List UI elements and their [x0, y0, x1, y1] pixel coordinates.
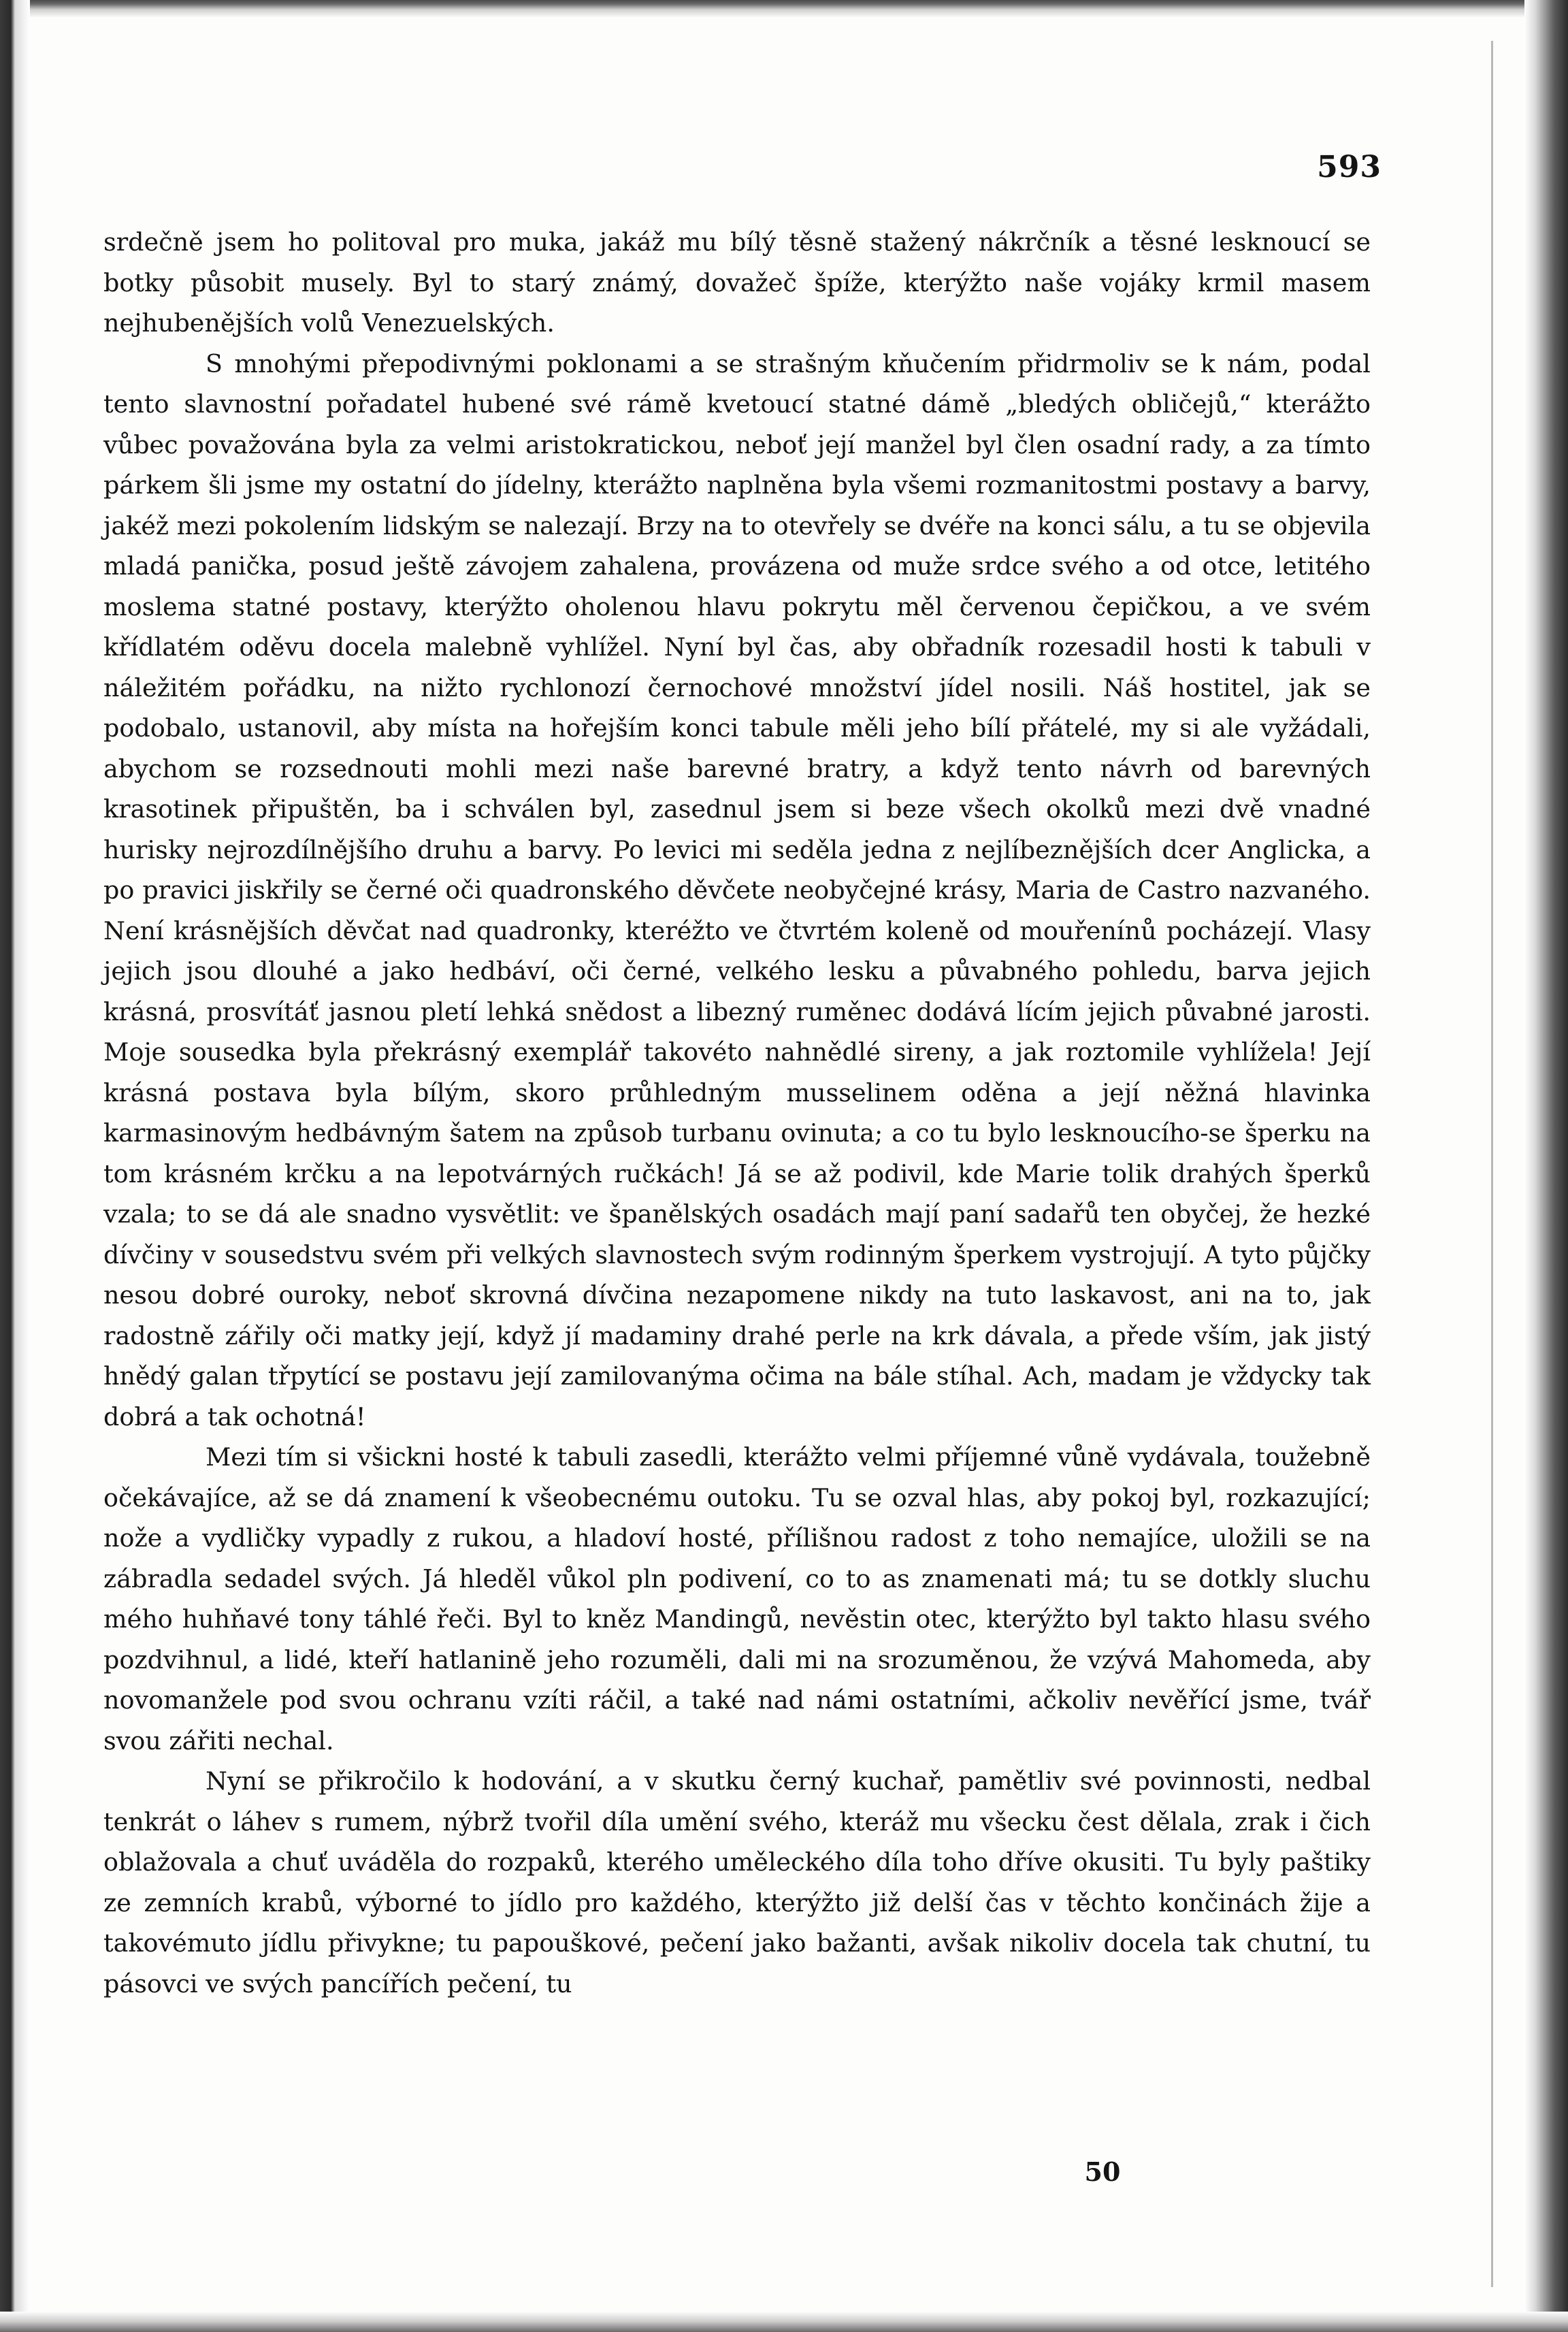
- scan-border-left: [0, 0, 30, 2332]
- page-number: 593: [1317, 150, 1382, 184]
- paragraph-2: S mnohými přepodivnými poklonami a se strašným kňučením přidrmoliv se k nám, podal tento slavnostní pořadatel hubené své rámě kvetoucí statné dámě „bledých obličejů,“ kterážto vůbec považována byla za velmi aristokratickou, neboť její manžel byl člen osadní rady, a za tímto párkem šli jsme my ostatní do jídelny, kterážto naplněna byla všemi rozmanitostmi postavy a barvy, jakéž mezi pokolením lidským se nalezají. Brzy na to otevřely se dvéře na konci sálu, a tu se objevila mladá panička, posud ještě závojem zahalena, provázena od muže srdce svého a od otce, letitého moslema statné postavy, kterýžto oholenou hlavu pokrytu měl červenou čepičkou, a ve svém křídlatém oděvu docela malebně vyhlížel. Nyní byl čas, aby obřadník rozesadil hosti k tabuli v náležitém pořádku, na nižto rychlonozí černochové množství jídel nosili. Náš hostitel, jak se podobalo, ustanovil, aby místa na hořejším konci tabule měli jeho bílí přátelé, my si ale vyžádali, abychom se rozsednouti mohli mezi naše barevné bratry, a když tento návrh od barevných krasotinek připuštěn, ba i schválen byl, zasednul jsem si beze všech okolků mezi dvě vnadné hurisky nejrozdílnějšího druhu a barvy. Po levici mi seděla jedna z nejlíbeznějších dcer Anglicka, a po pravici jiskřily se černé oči quadronského děvčete neobyčejné krásy, Maria de Castro nazvaného. Není krásnějších děvčat nad quadronky, kteréžto ve čtvrtém koleně od mouřenínů pocházejí. Vlasy jejich jsou dlouhé a jako hedbáví, oči černé, velkého lesku a půvabného pohledu, barva jejich krásná, prosvítáť jasnou pletí lehká snědost a libezný ruměnec dodává lícím jejich půvabné jarosti. Moje sousedka byla překrásný exemplář takovéto nahnědlé sireny, a jak roztomile vyhlížela! Její krásná postava byla bílým, skoro průhledným musselinem oděna a její něžná hlavinka karmasinovým hedbávným šatem na způsob turbanu ovinuta; a co tu bylo lesknoucího-se šperku na tom krásném krčku a na lepotvárných ručkách! Já se až podivil, kde Marie tolik drahých šperků vzala; to se dá ale snadno vysvětlit: ve španělských osadách mají paní sadařů ten obyčej, že hezké dívčiny v sousedstvu svém při velkých slavnostech svým rodinným šperkem vystrojují. A tyto půjčky nesou dobré ouroky, neboť skrovná dívčina nezapomene nikdy na tuto laskavost, ani na to, jak radostně zářily oči matky její, když jí madaminy drahé perle na krk dávala, a přede vším, jak jistý hnědý galan třpytící se postavu její zamilovanýma očima na bále stíhal. Ach, madam je vždycky tak dobrá a tak ochotná!: [103, 349, 1371, 1431]
- body-text: [103, 222, 1371, 2004]
- paragraph-1: srdečně jsem ho politoval pro muka, jakáž mu bílý těsně stažený nákrčník a těsné lesknoucí se botky působit musely. Byl to starý známý, dovažeč špíže, kterýžto naše vojáky krmil masem nejhubenějších volů Venezuelských.: [103, 227, 1371, 338]
- scan-border-right: [1524, 0, 1568, 2332]
- paragraph-4: Nyní se přikročilo k hodování, a v skutku černý kuchař, pamětliv své povinnosti, nedbal tenkrát o láhev s rumem, nýbrž tvořil díla umění svého, kteráž mu všecku čest dělala, zrak i čich oblažovala a chuť uváděla do rozpaků, kterého uměleckého díla toho dříve okusiti. Tu byly paštiky ze zemních krabů, výborné to jídlo pro každého, kterýžto již delší čas v těchto končinách žije a takovémuto jídlu přivykne; tu papouškové, pečení jako bažanti, avšak nikoliv docela tak chutní, tu pásovci ve svých pancířích pečení, tu: [103, 1766, 1371, 1998]
- page-edge-line: [1491, 41, 1493, 2287]
- signature-mark: 50: [1084, 2156, 1121, 2187]
- scan-border-bottom: [0, 2312, 1568, 2332]
- scan-border-top: [0, 0, 1568, 18]
- paragraph-3: Mezi tím si všickni hosté k tabuli zasedli, kterážto velmi příjemné vůně vydávala, toužebně očekávajíce, až se dá znamení k všeobecnému outoku. Tu se ozval hlas, aby pokoj byl, rozkazující; nože a vydličky vypadly z rukou, a hladoví hosté, přílišnou radost z toho nemajíce, uložili se na zábradla sedadel svých. Já hleděl vůkol pln podivení, co to as znamenati má; tu se dotkly sluchu mého huhňavé tony táhlé řeči. Byl to kněz Mandingů, nevěstin otec, kterýžto byl takto hlasu svého pozdvihnul, a lidé, kteří hatlanině jeho rozuměli, dali mi na srozuměnou, že vzývá Mahomeda, aby novomanžele pod svou ochranu vzíti ráčil, a také nad námi ostatními, ačkoliv nevěřící jsme, tvář svou zářiti nechal.: [103, 1442, 1371, 1755]
